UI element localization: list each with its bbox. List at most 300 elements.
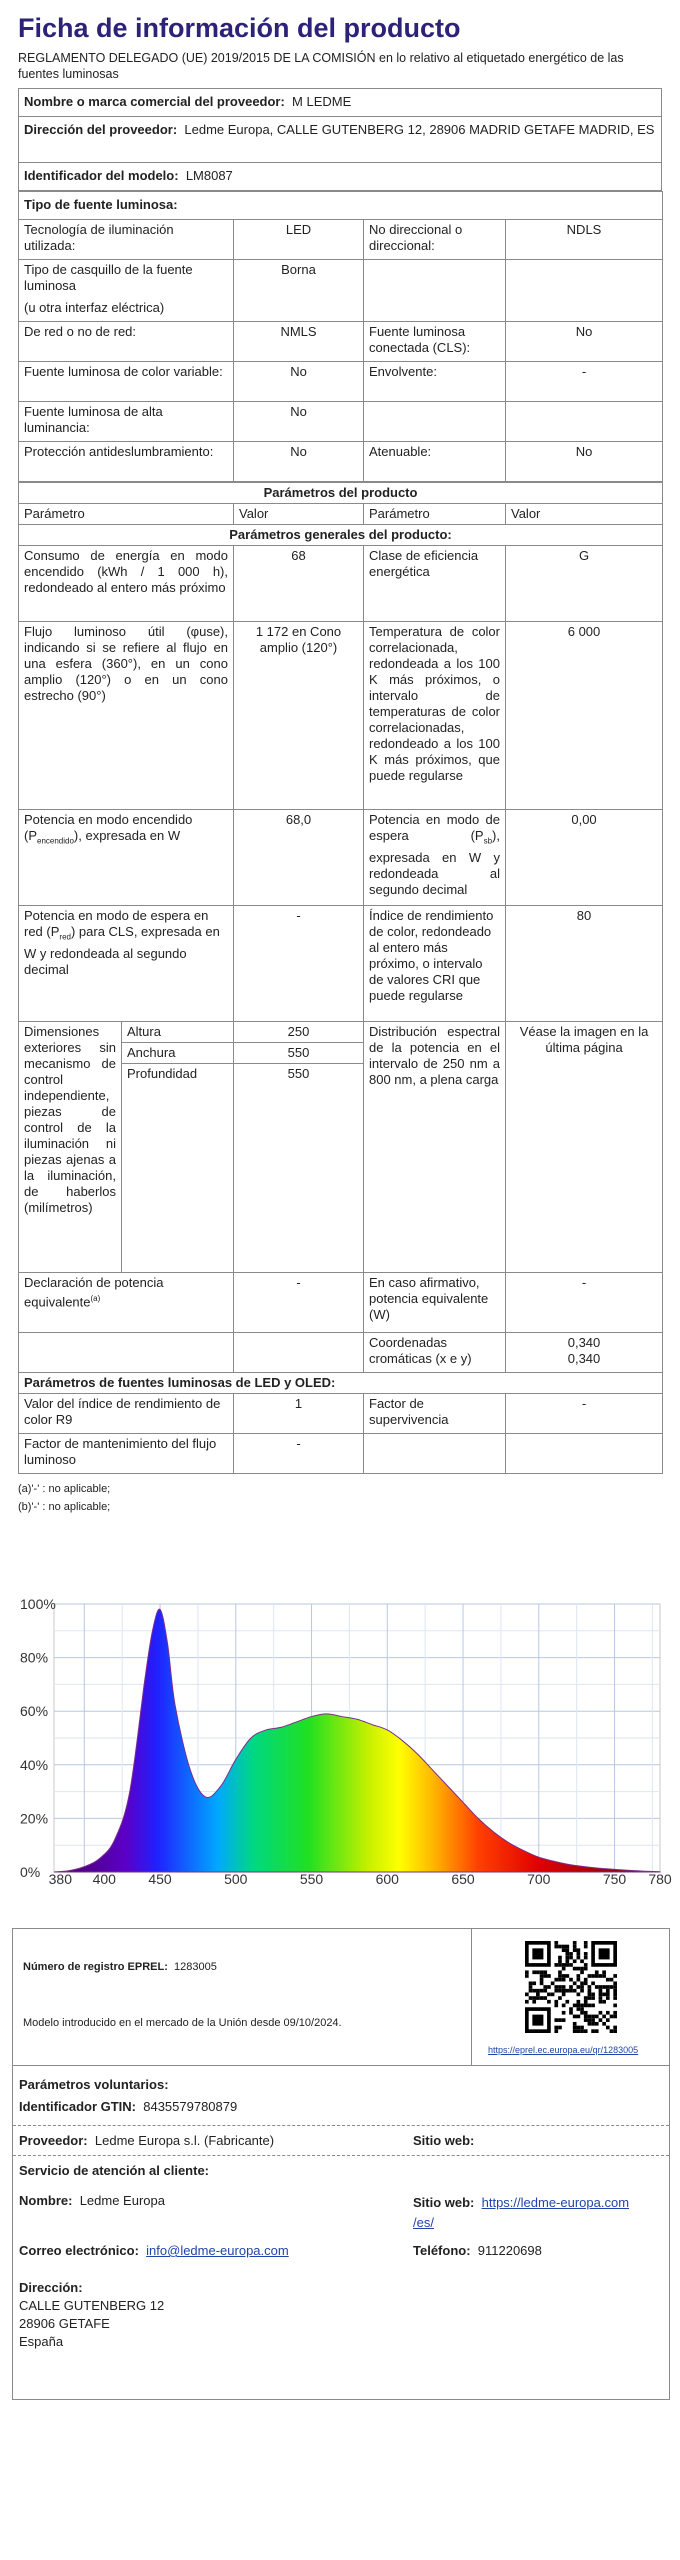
qr-module bbox=[580, 2026, 584, 2030]
cs-address-line: CALLE GUTENBERG 12 bbox=[19, 2298, 165, 2313]
x-tick-label: 650 bbox=[451, 1871, 475, 1887]
depth-label: Profundidad bbox=[122, 1064, 234, 1273]
anti-glare-label: Protección antideslumbramiento: bbox=[19, 442, 234, 482]
cs-phone-value: 911220698 bbox=[477, 2243, 542, 2258]
qr-module bbox=[562, 2011, 566, 2015]
qr-module bbox=[577, 1993, 581, 1997]
net-standby-sub: red bbox=[59, 932, 71, 942]
qr-module bbox=[599, 1993, 603, 1997]
qr-module bbox=[554, 1945, 558, 1949]
qr-module bbox=[536, 1993, 540, 1997]
qr-module bbox=[588, 1996, 592, 2000]
height-value: 250 bbox=[234, 1022, 364, 1043]
standby-sub: sb bbox=[483, 836, 493, 846]
qr-module bbox=[584, 1963, 588, 1967]
qr-module bbox=[558, 1974, 562, 1978]
qr-module bbox=[595, 2022, 599, 2026]
qr-module bbox=[584, 2011, 588, 2015]
qr-module bbox=[573, 1959, 577, 1963]
dimmable-label: Atenuable: bbox=[364, 442, 506, 482]
eff-class-label: Clase de eficiencia energética bbox=[364, 546, 506, 622]
qr-module bbox=[580, 1959, 584, 1963]
on-power-label-b: ), expresada en W bbox=[73, 828, 181, 843]
qr-module bbox=[543, 1974, 547, 1978]
tech-value: LED bbox=[234, 220, 364, 260]
col-header-value-2: Valor bbox=[506, 504, 663, 525]
qr-module bbox=[529, 1989, 533, 1993]
standby-label-a: Potencia en modo de espera (P bbox=[369, 812, 500, 843]
qr-module bbox=[591, 2004, 595, 2008]
y-tick-label: 0% bbox=[20, 1864, 41, 1880]
qr-module bbox=[606, 1978, 610, 1982]
qr-module bbox=[554, 1963, 558, 1967]
qr-module bbox=[554, 1985, 558, 1989]
equiv-label-text: Declaración de potencia equivalente bbox=[24, 1275, 164, 1310]
chroma-value bbox=[506, 1333, 663, 1373]
qr-module bbox=[565, 1989, 569, 1993]
footnote-a: (a)'-' : no aplicable; bbox=[18, 1483, 111, 1495]
qr-module bbox=[547, 1993, 551, 1997]
empty-cell bbox=[19, 1333, 234, 1373]
qr-module bbox=[599, 2000, 603, 2004]
qr-module bbox=[584, 1978, 588, 1982]
qr-module bbox=[580, 1967, 584, 1971]
qr-module bbox=[584, 2015, 588, 2019]
spectral-distribution-chart bbox=[18, 1596, 672, 1887]
x-axis-ticks bbox=[49, 1871, 672, 1887]
cs-email-label: Correo electrónico: bbox=[19, 2243, 139, 2258]
qr-module bbox=[554, 1989, 558, 1993]
qr-module bbox=[525, 1993, 529, 1997]
qr-module bbox=[613, 2015, 617, 2019]
model-id-label: Identificador del modelo: bbox=[24, 168, 179, 183]
qr-module bbox=[554, 1941, 558, 1945]
qr-module bbox=[569, 1952, 573, 1956]
qr-module bbox=[580, 1981, 584, 1985]
qr-finder bbox=[532, 2015, 543, 2026]
qr-module bbox=[577, 2015, 581, 2019]
on-power-label-a: Potencia en modo encendido (P bbox=[24, 812, 193, 843]
qr-module bbox=[610, 1978, 614, 1982]
qr-module bbox=[565, 1956, 569, 1960]
eprel-reg bbox=[23, 1961, 217, 1973]
empty-cell bbox=[364, 402, 506, 442]
qr-module bbox=[613, 1993, 617, 1997]
qr-module bbox=[562, 1967, 566, 1971]
qr-module bbox=[591, 2022, 595, 2026]
spd-label: Distribución espectral de la potencia en el intervalo de 250 nm a 800 nm, a plena carga bbox=[364, 1022, 506, 1273]
qr-module bbox=[606, 2011, 610, 2015]
qr-module bbox=[588, 2022, 592, 2026]
empty-cell bbox=[506, 260, 663, 322]
qr-module bbox=[558, 1959, 562, 1963]
qr-module bbox=[573, 1967, 577, 1971]
qr-module bbox=[536, 1996, 540, 2000]
qr-module bbox=[569, 1963, 573, 1967]
qr-module bbox=[588, 1974, 592, 1978]
qr-module bbox=[540, 1974, 544, 1978]
maintenance-label: Factor de mantenimiento del flujo luminoso bbox=[19, 1434, 234, 1474]
qr-module bbox=[613, 1974, 617, 1978]
qr-module bbox=[569, 1978, 573, 1982]
equiv-sup: (a) bbox=[90, 1294, 101, 1303]
qr-module bbox=[573, 1989, 577, 1993]
supplier-address-label: Dirección del proveedor: bbox=[24, 122, 178, 137]
qr-module bbox=[602, 2015, 606, 2019]
height-label: Altura bbox=[122, 1022, 234, 1043]
table-row bbox=[19, 220, 663, 260]
qr-module bbox=[536, 1970, 540, 1974]
qr-module bbox=[573, 2026, 577, 2030]
general-params-title: Parámetros generales del producto: bbox=[19, 525, 663, 546]
x-tick-label: 550 bbox=[299, 1871, 324, 1887]
empty-cell bbox=[364, 260, 506, 322]
product-params-title: Parámetros del producto bbox=[19, 483, 663, 504]
qr-module bbox=[562, 1974, 566, 1978]
qr-module bbox=[543, 1970, 547, 1974]
qr-module bbox=[602, 2022, 606, 2026]
qr-module bbox=[599, 1989, 603, 1993]
qr-module bbox=[580, 2011, 584, 2015]
qr-module bbox=[562, 1978, 566, 1982]
qr-module bbox=[584, 1941, 588, 1945]
directional-value: NDLS bbox=[506, 220, 663, 260]
r9-label: Valor del índice de rendimiento de color R9 bbox=[19, 1394, 234, 1434]
mains-value: NMLS bbox=[234, 322, 364, 362]
qr-module bbox=[562, 2004, 566, 2008]
cs-address-line: 28906 GETAFE bbox=[19, 2316, 110, 2331]
qr-module bbox=[580, 2007, 584, 2011]
qr-module bbox=[565, 1948, 569, 1952]
led-params-title: Parámetros de fuentes luminosas de LED y OLED: bbox=[19, 1373, 663, 1394]
spd-value: Véase la imagen en la última página bbox=[506, 1022, 663, 1273]
qr-module bbox=[573, 1948, 577, 1952]
qr-module bbox=[577, 1948, 581, 1952]
x-tick-label: 400 bbox=[92, 1871, 116, 1887]
qr-module bbox=[584, 1996, 588, 2000]
qr-module bbox=[532, 1989, 536, 1993]
qr-module bbox=[540, 1978, 544, 1982]
cap-type-label: Tipo de casquillo de la fuente luminosa bbox=[24, 262, 193, 293]
qr-module bbox=[573, 2022, 577, 2026]
width-label: Anchura bbox=[122, 1043, 234, 1064]
qr-module bbox=[613, 1996, 617, 2000]
anti-glare-value: No bbox=[234, 442, 364, 482]
qr-module bbox=[547, 2000, 551, 2004]
qr-module bbox=[595, 1970, 599, 1974]
qr-module bbox=[554, 2018, 558, 2022]
qr-module bbox=[613, 2004, 617, 2008]
qr-module bbox=[580, 2029, 584, 2033]
qr-module bbox=[532, 1970, 536, 1974]
qr-module bbox=[610, 2029, 614, 2033]
dimensions-label: Dimensiones exteriores sin mecanismo de control independiente, piezas de control de la iluminación ni piezas ajenas a la iluminación, de haberlos (milímetros) bbox=[19, 1022, 122, 1273]
net-standby-label-b: ) para CLS, expresada en W y redondeada al segundo decimal bbox=[24, 924, 220, 977]
envelope-label: Envolvente: bbox=[364, 362, 506, 402]
supplier-name-value: M LEDME bbox=[292, 94, 352, 109]
provider-label: Proveedor: bbox=[19, 2133, 88, 2148]
cs-site-link[interactable]: https://ledme-europa.com bbox=[481, 2195, 630, 2210]
standby-label-b: ), expresada en W y redondeada al segundo decimal bbox=[369, 828, 500, 897]
qr-module bbox=[584, 2004, 588, 2008]
qr-module bbox=[610, 1985, 614, 1989]
qr-module bbox=[595, 2029, 599, 2033]
qr-module bbox=[588, 1993, 592, 1997]
table-row bbox=[19, 442, 663, 482]
qr-module bbox=[599, 2018, 603, 2022]
qr-module bbox=[562, 1963, 566, 1967]
cs-site-label: Sitio web: bbox=[413, 2195, 475, 2210]
qr-code[interactable] bbox=[525, 1941, 617, 2033]
qr-module bbox=[562, 2018, 566, 2022]
qr-module bbox=[551, 1981, 555, 1985]
net-standby-value: - bbox=[234, 906, 364, 1022]
qr-module bbox=[547, 1985, 551, 1989]
qr-module bbox=[540, 1996, 544, 2000]
qr-module bbox=[554, 2029, 558, 2033]
qr-module bbox=[543, 1985, 547, 1989]
qr-module bbox=[573, 2004, 577, 2008]
empty-cell bbox=[506, 1434, 663, 1474]
table-row bbox=[19, 260, 663, 322]
survival-value: - bbox=[506, 1394, 663, 1434]
equiv-value: - bbox=[234, 1273, 364, 1333]
provider bbox=[19, 2133, 274, 2148]
color-tunable-label: Fuente luminosa de color variable: bbox=[19, 362, 234, 402]
qr-module bbox=[577, 2026, 581, 2030]
qr-module bbox=[547, 1974, 551, 1978]
qr-module bbox=[591, 2018, 595, 2022]
gtin-value: 8435579780879 bbox=[143, 2099, 238, 2114]
qr-module bbox=[558, 1945, 562, 1949]
qr-module bbox=[588, 2015, 592, 2019]
tech-label: Tecnología de iluminación utilizada: bbox=[19, 220, 234, 260]
qr-module bbox=[577, 1967, 581, 1971]
light-source-title: Tipo de fuente luminosa: bbox=[19, 192, 663, 220]
empty-cell bbox=[506, 402, 663, 442]
qr-module bbox=[602, 1974, 606, 1978]
divider bbox=[471, 1929, 472, 2065]
y-tick-label: 40% bbox=[20, 1756, 49, 1773]
qr-module bbox=[580, 1985, 584, 1989]
qr-module bbox=[606, 1996, 610, 2000]
flux-value: 1 172 en Cono amplio (120°) bbox=[234, 622, 364, 810]
cri-label: Índice de rendimiento de color, redondeado al entero más próximo, o intervalo de valores CRI que puede regularse bbox=[364, 906, 506, 1022]
qr-module bbox=[562, 1985, 566, 1989]
x-tick-label: 750 bbox=[602, 1871, 627, 1887]
qr-module bbox=[591, 2029, 595, 2033]
on-power-label bbox=[19, 810, 234, 906]
width-value: 550 bbox=[234, 1043, 364, 1064]
qr-module bbox=[577, 1978, 581, 1982]
qr-module bbox=[565, 1974, 569, 1978]
eprel-reg-value: 1283005 bbox=[173, 1961, 217, 1973]
qr-module bbox=[610, 2015, 614, 2019]
depth-value: 550 bbox=[234, 1064, 364, 1273]
qr-module bbox=[606, 1993, 610, 1997]
qr-module bbox=[540, 1970, 544, 1974]
qr-module bbox=[558, 1989, 562, 1993]
table-row bbox=[19, 362, 663, 402]
qr-module bbox=[584, 2029, 588, 2033]
qr-module bbox=[613, 1989, 617, 1993]
light-source-table bbox=[18, 191, 663, 482]
cs-email-link[interactable]: info@ledme-europa.com bbox=[146, 2243, 289, 2258]
qr-module bbox=[529, 1996, 533, 2000]
col-header-param: Parámetro bbox=[19, 504, 234, 525]
y-tick-label: 80% bbox=[20, 1649, 49, 1666]
qr-module bbox=[573, 1981, 577, 1985]
qr-module bbox=[532, 1996, 536, 2000]
qr-module bbox=[543, 1989, 547, 1993]
qr-module bbox=[580, 1970, 584, 1974]
qr-module bbox=[573, 1941, 577, 1945]
envelope-value: - bbox=[506, 362, 663, 402]
qr-finder bbox=[599, 1948, 610, 1959]
qr-module bbox=[558, 2018, 562, 2022]
qr-module bbox=[569, 1956, 573, 1960]
equiv-power-value: - bbox=[506, 1273, 663, 1333]
qr-module bbox=[591, 1996, 595, 2000]
qr-module bbox=[525, 1970, 529, 1974]
qr-module bbox=[595, 1985, 599, 1989]
qr-module bbox=[584, 1981, 588, 1985]
qr-module bbox=[558, 1970, 562, 1974]
qr-module bbox=[562, 1948, 566, 1952]
qr-module bbox=[599, 1996, 603, 2000]
high-luminance-label: Fuente luminosa de alta luminancia: bbox=[19, 402, 234, 442]
directional-label: No direccional o direccional: bbox=[364, 220, 506, 260]
qr-module bbox=[536, 1989, 540, 1993]
qr-module bbox=[584, 1952, 588, 1956]
on-power-sub: encendido bbox=[37, 836, 74, 846]
footnotes bbox=[18, 1480, 662, 1516]
qr-module bbox=[558, 1963, 562, 1967]
page-title: Ficha de información del producto bbox=[18, 13, 461, 43]
qr-module bbox=[569, 1985, 573, 1989]
qr-module bbox=[588, 2004, 592, 2008]
cs-name-value: Ledme Europa bbox=[79, 2193, 165, 2208]
provider-site bbox=[413, 2133, 478, 2148]
qr-module bbox=[588, 2018, 592, 2022]
qr-module bbox=[588, 1985, 592, 1989]
qr-module bbox=[562, 1945, 566, 1949]
qr-module bbox=[565, 1945, 569, 1949]
qr-module bbox=[525, 2000, 529, 2004]
divider bbox=[13, 2065, 669, 2066]
qr-module bbox=[588, 1989, 592, 1993]
qr-module bbox=[565, 1963, 569, 1967]
qr-module bbox=[577, 2004, 581, 2008]
empty-cell bbox=[234, 1333, 364, 1373]
qr-module bbox=[591, 1974, 595, 1978]
qr-module bbox=[569, 1989, 573, 1993]
qr-module bbox=[591, 1993, 595, 1997]
chroma-y: 0,340 bbox=[567, 1351, 601, 1366]
survival-label: Factor de supervivencia bbox=[364, 1394, 506, 1434]
y-tick-label: 100% bbox=[20, 1596, 56, 1612]
customer-service-title: Servicio de atención al cliente: bbox=[19, 2163, 210, 2178]
high-luminance-value: No bbox=[234, 402, 364, 442]
cs-phone-label: Teléfono: bbox=[413, 2243, 471, 2258]
qr-module bbox=[577, 1952, 581, 1956]
product-sheet bbox=[18, 10, 662, 1516]
qr-module bbox=[554, 2026, 558, 2030]
qr-link[interactable]: https://eprel.ec.europa.eu/qr/1283005 bbox=[488, 2045, 639, 2055]
qr-module bbox=[591, 2015, 595, 2019]
qr-module bbox=[565, 2000, 569, 2004]
qr-module bbox=[529, 1981, 533, 1985]
eprel-reg-label: Número de registro EPREL: bbox=[23, 1961, 168, 1973]
cs-address-label: Dirección: bbox=[19, 2280, 83, 2295]
col-header-value: Valor bbox=[234, 504, 364, 525]
x-tick-label: 780 bbox=[648, 1871, 672, 1887]
qr-module bbox=[532, 2000, 536, 2004]
cri-value: 80 bbox=[506, 906, 663, 1022]
qr-module bbox=[573, 2015, 577, 2019]
qr-module bbox=[558, 1978, 562, 1982]
divider bbox=[13, 2155, 669, 2156]
on-power-value: 68,0 bbox=[234, 810, 364, 906]
qr-module bbox=[606, 1989, 610, 1993]
qr-module bbox=[565, 1952, 569, 1956]
cs-site-link-2[interactable]: /es/ bbox=[413, 2215, 434, 2230]
cs-email bbox=[19, 2243, 289, 2258]
regulation-text: REGLAMENTO DELEGADO (UE) 2019/2015 DE LA COMISIÓN en lo relativo al etiquetado energético de las fuentes luminosas bbox=[18, 51, 624, 81]
qr-module bbox=[558, 2026, 562, 2030]
qr-module bbox=[584, 2000, 588, 2004]
product-params-table bbox=[18, 482, 663, 1474]
qr-module bbox=[558, 1985, 562, 1989]
qr-module bbox=[599, 1974, 603, 1978]
y-tick-label: 60% bbox=[20, 1703, 49, 1720]
table-row bbox=[19, 402, 663, 442]
qr-module bbox=[569, 2007, 573, 2011]
chroma-x: 0,340 bbox=[567, 1335, 601, 1350]
qr-module bbox=[562, 1989, 566, 1993]
net-standby-label bbox=[19, 906, 234, 1022]
table-row bbox=[19, 322, 663, 362]
cs-site bbox=[413, 2193, 629, 2233]
qr-module bbox=[543, 1996, 547, 2000]
model-id-value: LM8087 bbox=[185, 168, 233, 183]
qr-module bbox=[577, 1974, 581, 1978]
eprel-market-text: Modelo introducido en el mercado de la Unión desde 09/10/2024. bbox=[23, 2017, 342, 2029]
chroma-label: Coordenadas cromáticas (x e y) bbox=[364, 1333, 506, 1373]
cs-name bbox=[19, 2193, 165, 2208]
qr-module bbox=[551, 1993, 555, 1997]
cls-value: No bbox=[506, 322, 663, 362]
qr-module bbox=[529, 1985, 533, 1989]
qr-module bbox=[562, 1993, 566, 1997]
col-header-param-2: Parámetro bbox=[364, 504, 506, 525]
y-axis-ticks bbox=[20, 1596, 56, 1880]
qr-module bbox=[606, 2026, 610, 2030]
qr-module bbox=[613, 1981, 617, 1985]
gtin-label: Identificador GTIN: bbox=[19, 2099, 136, 2114]
x-tick-label: 700 bbox=[527, 1871, 551, 1887]
qr-module bbox=[606, 1985, 610, 1989]
qr-module bbox=[577, 2007, 581, 2011]
equiv-power-label: En caso afirmativo, potencia equivalente (W) bbox=[364, 1273, 506, 1333]
qr-module bbox=[602, 1993, 606, 1997]
qr-module bbox=[532, 1981, 536, 1985]
qr-module bbox=[573, 2029, 577, 2033]
y-tick-label: 20% bbox=[20, 1810, 49, 1827]
qr-module bbox=[577, 2000, 581, 2004]
qr-module bbox=[554, 2004, 558, 2008]
supplier-address-value: Ledme Europa, CALLE GUTENBERG 12, 28906 MADRID GETAFE MADRID, ES bbox=[184, 122, 655, 137]
